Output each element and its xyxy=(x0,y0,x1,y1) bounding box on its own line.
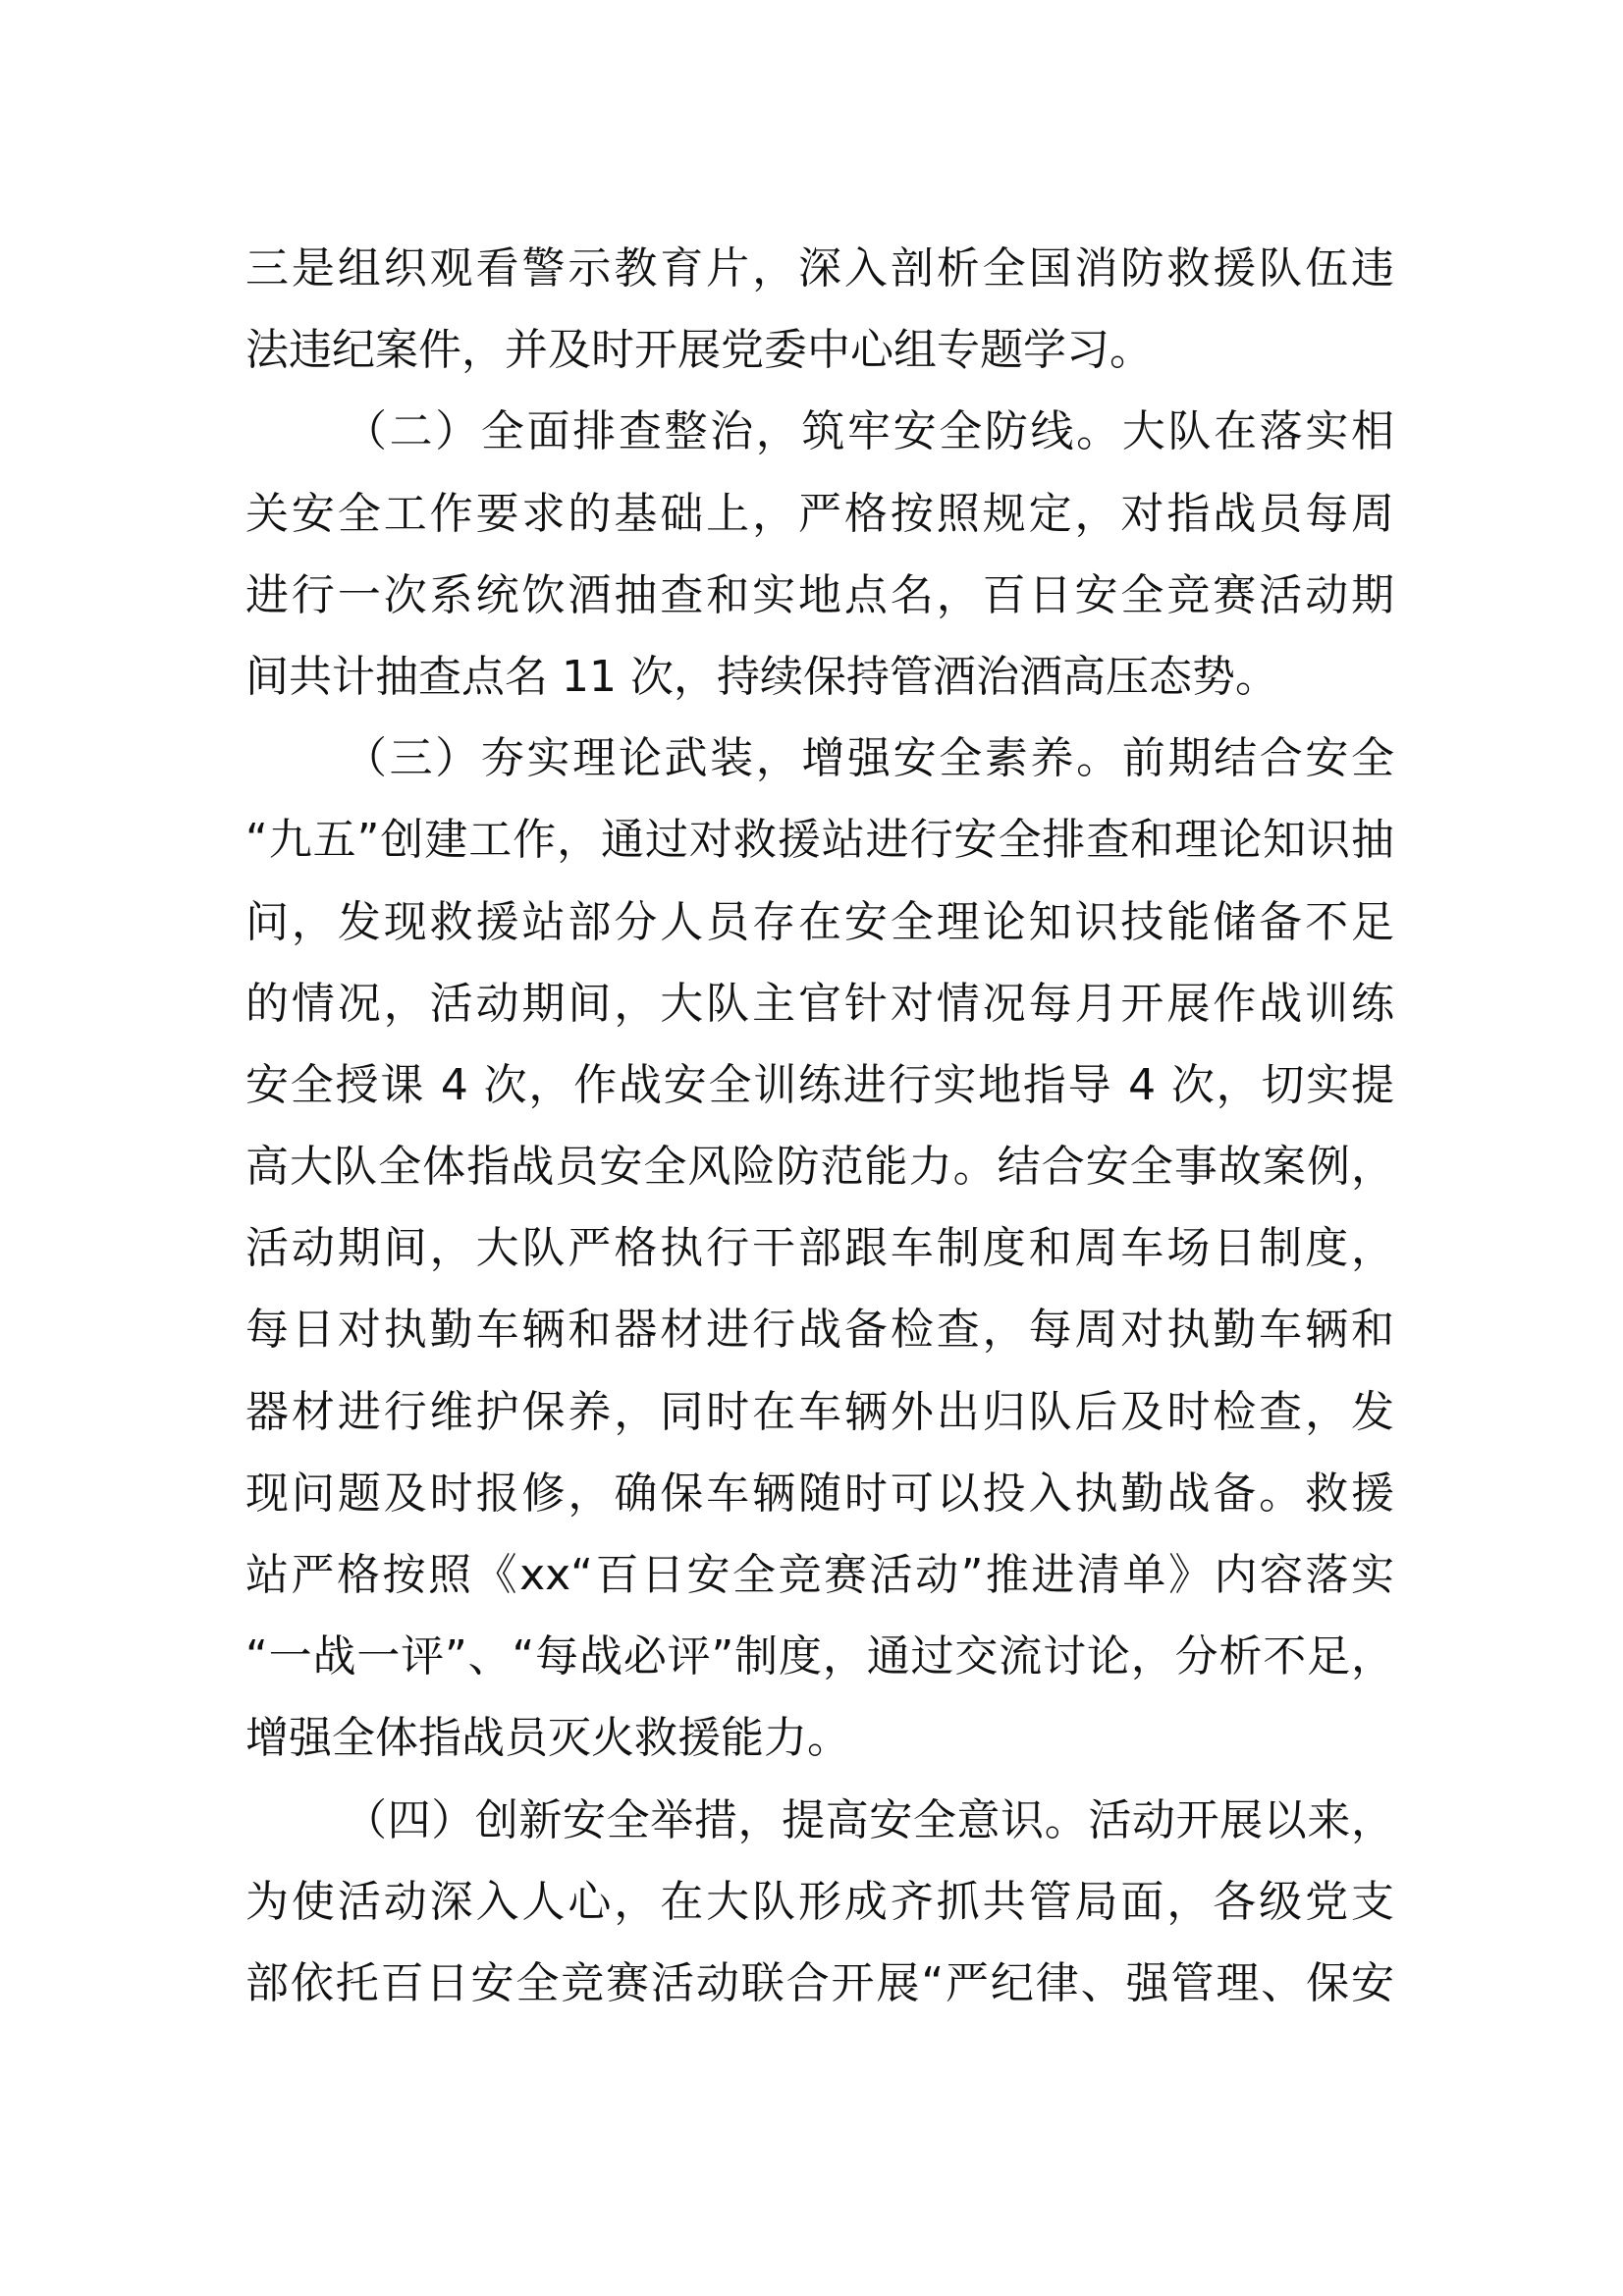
text-line: 关安全工作要求的基础上，严格按照规定，对指战员每周 xyxy=(245,488,1394,539)
text-line: 站严格按照《xx“百日安全竞赛活动”推进清单》内容落实 xyxy=(245,1550,1394,1600)
section-heading-line: （三）夯实理论武装，增强安全素养。前期结合安全 xyxy=(344,733,1394,784)
text-line: 器材进行维护保养，同时在车辆外出归队后及时检查，发 xyxy=(245,1386,1394,1437)
text-line: 活动期间，大队严格执行干部跟车制度和周车场日制度， xyxy=(245,1223,1394,1274)
text-line: 的情况，活动期间，大队主官针对情况每月开展作战训练 xyxy=(245,978,1394,1029)
text-line: 间共计抽查点名 11 次，持续保持管酒治酒高压态势。 xyxy=(245,651,1278,702)
text-line: 安全授课 4 次，作战安全训练进行实地指导 4 次，切实提 xyxy=(245,1059,1394,1110)
text-line: 高大队全体指战员安全风险防范能力。结合安全事故案例， xyxy=(245,1142,1394,1193)
text-line: 为使活动深入人心，在大队形成齐抓共管局面，各级党支 xyxy=(245,1876,1394,1927)
section-heading-line: （四）创新安全举措，提高安全意识。活动开展以来， xyxy=(344,1794,1394,1845)
text-line: 增强全体指战员灭火救援能力。 xyxy=(245,1713,850,1764)
text-line: “九五”创建工作，通过对救援站进行安全排查和理论知识抽 xyxy=(245,815,1394,866)
text-line: 部依托百日安全竞赛活动联合开展“严纪律、强管理、保安 xyxy=(245,1957,1394,2008)
body-text xyxy=(245,228,1394,2024)
text-line: 法违纪案件，并及时开展党委中心组专题学习。 xyxy=(245,325,1153,376)
section-heading-line: （二）全面排查整治，筑牢安全防线。大队在落实相 xyxy=(344,406,1394,457)
text-line: 每日对执勤车辆和器材进行战备检查，每周对执勤车辆和 xyxy=(245,1305,1394,1356)
text-line: 三是组织观看警示教育片，深入剖析全国消防救援队伍违 xyxy=(245,243,1394,294)
text-line: 进行一次系统饮酒抽查和实地点名，百日安全竞赛活动期 xyxy=(245,569,1394,620)
text-line: 现问题及时报修，确保车辆随时可以投入执勤战备。救援 xyxy=(245,1468,1394,1519)
text-line: 问，发现救援站部分人员存在安全理论知识技能储备不足 xyxy=(245,896,1394,947)
text-line: “一战一评”、“每战必评”制度，通过交流讨论，分析不足， xyxy=(245,1631,1394,1682)
